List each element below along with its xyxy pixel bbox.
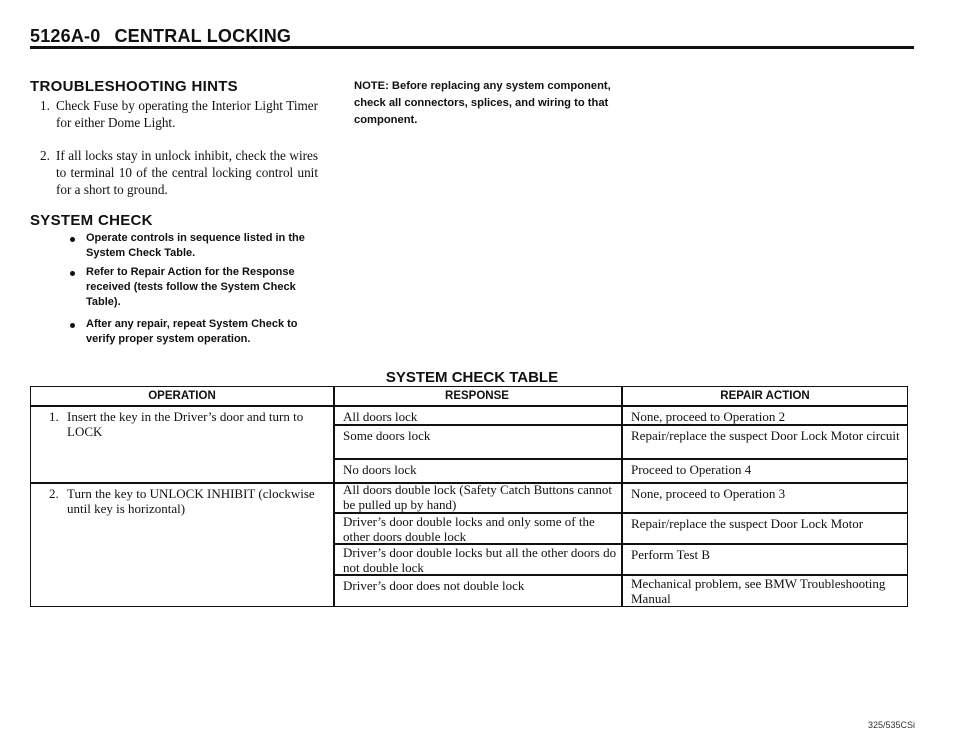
column-header-operation: OPERATION: [148, 390, 216, 402]
repair-cell: None, proceed to Operation 3: [631, 486, 786, 501]
note-text: NOTE: Before replacing any system component, check all connectors, splices, and wiring to that component.: [354, 80, 611, 126]
response-cell: Driver’s door double locks and only some of the other doors double lock: [343, 514, 595, 544]
operation-text: Turn the key to UNLOCK INHIBIT (clockwise until key is horizontal): [67, 486, 315, 516]
operation-text: Insert the key in the Driver’s door and turn to LOCK: [67, 409, 304, 439]
response-cell: All doors double lock (Safety Catch Buttons cannot be pulled up by hand): [343, 482, 612, 512]
bullet-dot-icon: [70, 323, 75, 328]
row-divider: [31, 405, 907, 407]
section-code: 5126A-0: [30, 26, 101, 46]
row-divider: [333, 424, 907, 426]
repair-cell: Repair/replace the suspect Door Lock Motor: [631, 516, 864, 531]
repair-cell: None, proceed to Operation 2: [631, 409, 786, 424]
repair-cell: Proceed to Operation 4: [631, 462, 752, 477]
page-header: [30, 26, 291, 47]
response-cell: No doors lock: [343, 462, 417, 477]
response-cell: Driver’s door does not double lock: [343, 578, 525, 593]
hint-text: If all locks stay in unlock inhibit, check the wires to terminal 10 of the central locking control unit for a short to ground.: [56, 148, 318, 197]
hint-number: 1.: [40, 98, 50, 113]
hint-text: Check Fuse by operating the Interior Light Timer for either Dome Light.: [56, 98, 318, 130]
system-check-table: [30, 386, 908, 607]
response-cell: Some doors lock: [343, 428, 431, 443]
section-title: CENTRAL LOCKING: [114, 26, 292, 46]
operation-number: 2.: [49, 486, 59, 501]
operation-number: 1.: [49, 409, 59, 424]
system-check-bullet: [86, 317, 318, 347]
column-header-repair: REPAIR ACTION: [720, 390, 810, 402]
repair-cell: Mechanical problem, see BMW Troubleshooting Manual: [631, 576, 886, 606]
system-check-bullet: [86, 265, 318, 310]
repair-cell: Perform Test B: [631, 547, 711, 562]
hint-item: [40, 147, 318, 198]
column-header-response: RESPONSE: [445, 390, 509, 402]
hint-item: [40, 97, 318, 131]
hint-number: 2.: [40, 148, 50, 163]
bullet-text: Refer to Repair Action for the Response received (tests follow the System Check Table).: [86, 266, 296, 308]
response-cell: All doors lock: [343, 409, 418, 424]
row-divider: [333, 458, 907, 460]
model-code: 325/535CSi: [868, 720, 916, 730]
response-cell: Driver’s door double locks but all the other doors do not double lock: [343, 545, 617, 575]
bullet-dot-icon: [70, 237, 75, 242]
bullet-dot-icon: [70, 271, 75, 276]
header-rule: [30, 46, 914, 49]
table-title: SYSTEM CHECK TABLE: [385, 369, 559, 386]
repair-cell: Repair/replace the suspect Door Lock Motor circuit: [631, 428, 900, 443]
bullet-text: After any repair, repeat System Check to verify proper system operation.: [86, 318, 298, 345]
system-check-bullet: [86, 231, 318, 261]
system-check-heading: SYSTEM CHECK: [30, 212, 153, 229]
troubleshooting-heading: TROUBLESHOOTING HINTS: [30, 78, 238, 95]
bullet-text: Operate controls in sequence listed in the System Check Table.: [86, 232, 305, 259]
